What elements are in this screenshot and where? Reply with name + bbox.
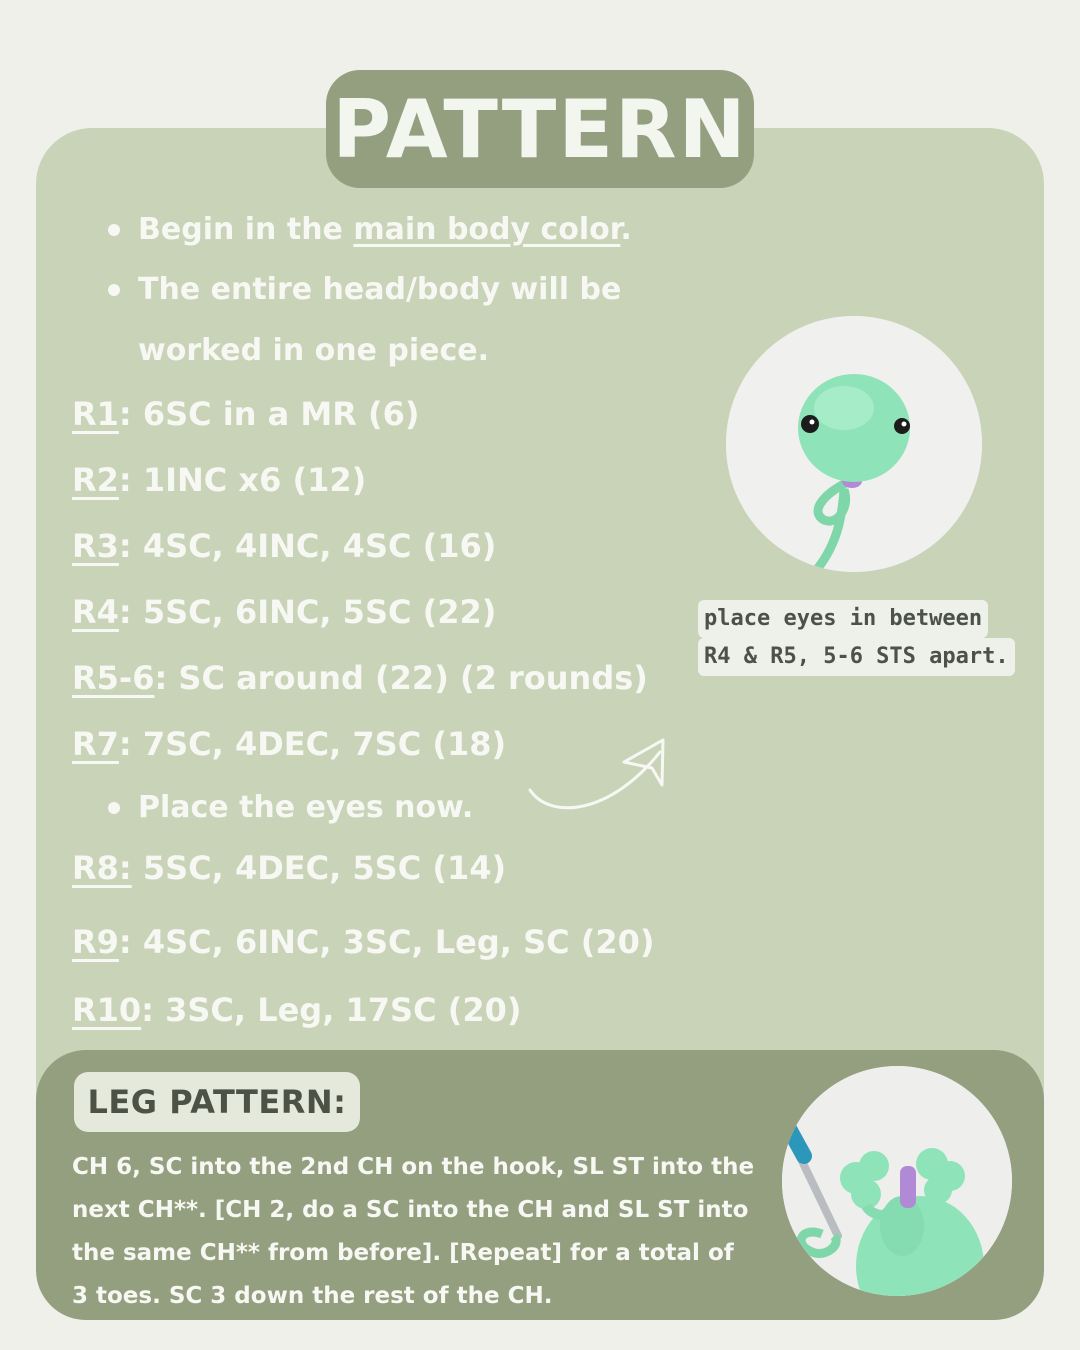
round-instruction: : 4SC, 4INC, 4SC (16)	[118, 527, 497, 565]
leg-line: 3 toes. SC 3 down the rest of the CH.	[72, 1283, 553, 1309]
round-row	[72, 724, 506, 764]
leg-line: CH 6, SC into the 2nd CH on the hook, SL ST into the	[72, 1154, 755, 1180]
bullet-dot	[108, 802, 120, 814]
note-line: R4 & R5, 5-6 STS apart.	[698, 638, 1015, 676]
round-instruction: : 5SC, 6INC, 5SC (22)	[118, 593, 497, 631]
crochet-head-image	[726, 316, 982, 572]
head-photo	[726, 316, 982, 572]
bullet-text-end: .	[620, 212, 632, 247]
round-instruction: : SC around (22) (2 rounds)	[154, 659, 648, 697]
round-row	[72, 460, 366, 500]
page-title: PATTERN	[326, 70, 754, 188]
main-body-color-link: main body color	[353, 212, 621, 247]
leg-photo	[782, 1066, 1012, 1296]
leg-pattern-title: LEG PATTERN:	[74, 1072, 360, 1132]
leg-line: the same CH** from before]. [Repeat] for a total of	[72, 1240, 734, 1266]
note-line: place eyes in between	[698, 600, 988, 638]
round-label: R8:	[72, 849, 132, 887]
leg-line: next CH**. [CH 2, do a SC into the CH and SL ST into	[72, 1197, 749, 1223]
round-label: R10	[72, 991, 142, 1029]
round-instruction: : 7SC, 4DEC, 7SC (18)	[118, 725, 507, 763]
round-label: R9	[72, 923, 119, 961]
bullet-text: The entire head/body will be	[138, 272, 622, 307]
bullet-text: worked in one piece.	[138, 333, 490, 368]
round-row	[72, 526, 496, 566]
round-label: R1	[72, 395, 119, 433]
round-instruction: 5SC, 4DEC, 5SC (14)	[131, 849, 507, 887]
crochet-leg-image	[782, 1066, 1012, 1296]
bullet-text: Place the eyes now.	[138, 790, 474, 825]
round-instruction: : 1INC x6 (12)	[118, 461, 367, 499]
round-row	[72, 394, 420, 434]
round-row	[72, 990, 521, 1030]
round-instruction: : 3SC, Leg, 17SC (20)	[141, 991, 522, 1029]
leg-pattern-text	[72, 1146, 760, 1318]
round-row	[72, 658, 648, 698]
round-row	[72, 592, 496, 632]
round-label: R4	[72, 593, 119, 631]
round-label: R7	[72, 725, 119, 763]
bullet-text: Begin in the	[138, 212, 354, 247]
round-label: R2	[72, 461, 119, 499]
round-label: R5-6	[72, 659, 155, 697]
round-instruction: : 4SC, 6INC, 3SC, Leg, SC (20)	[118, 923, 655, 961]
round-row	[72, 848, 506, 888]
round-row	[72, 922, 655, 962]
round-instruction: : 6SC in a MR (6)	[118, 395, 420, 433]
eyes-placement-note	[698, 600, 1015, 676]
round-label: R3	[72, 527, 119, 565]
bullet-dot	[108, 224, 120, 236]
bullet-dot	[108, 284, 120, 296]
curved-arrow-icon	[520, 730, 680, 830]
